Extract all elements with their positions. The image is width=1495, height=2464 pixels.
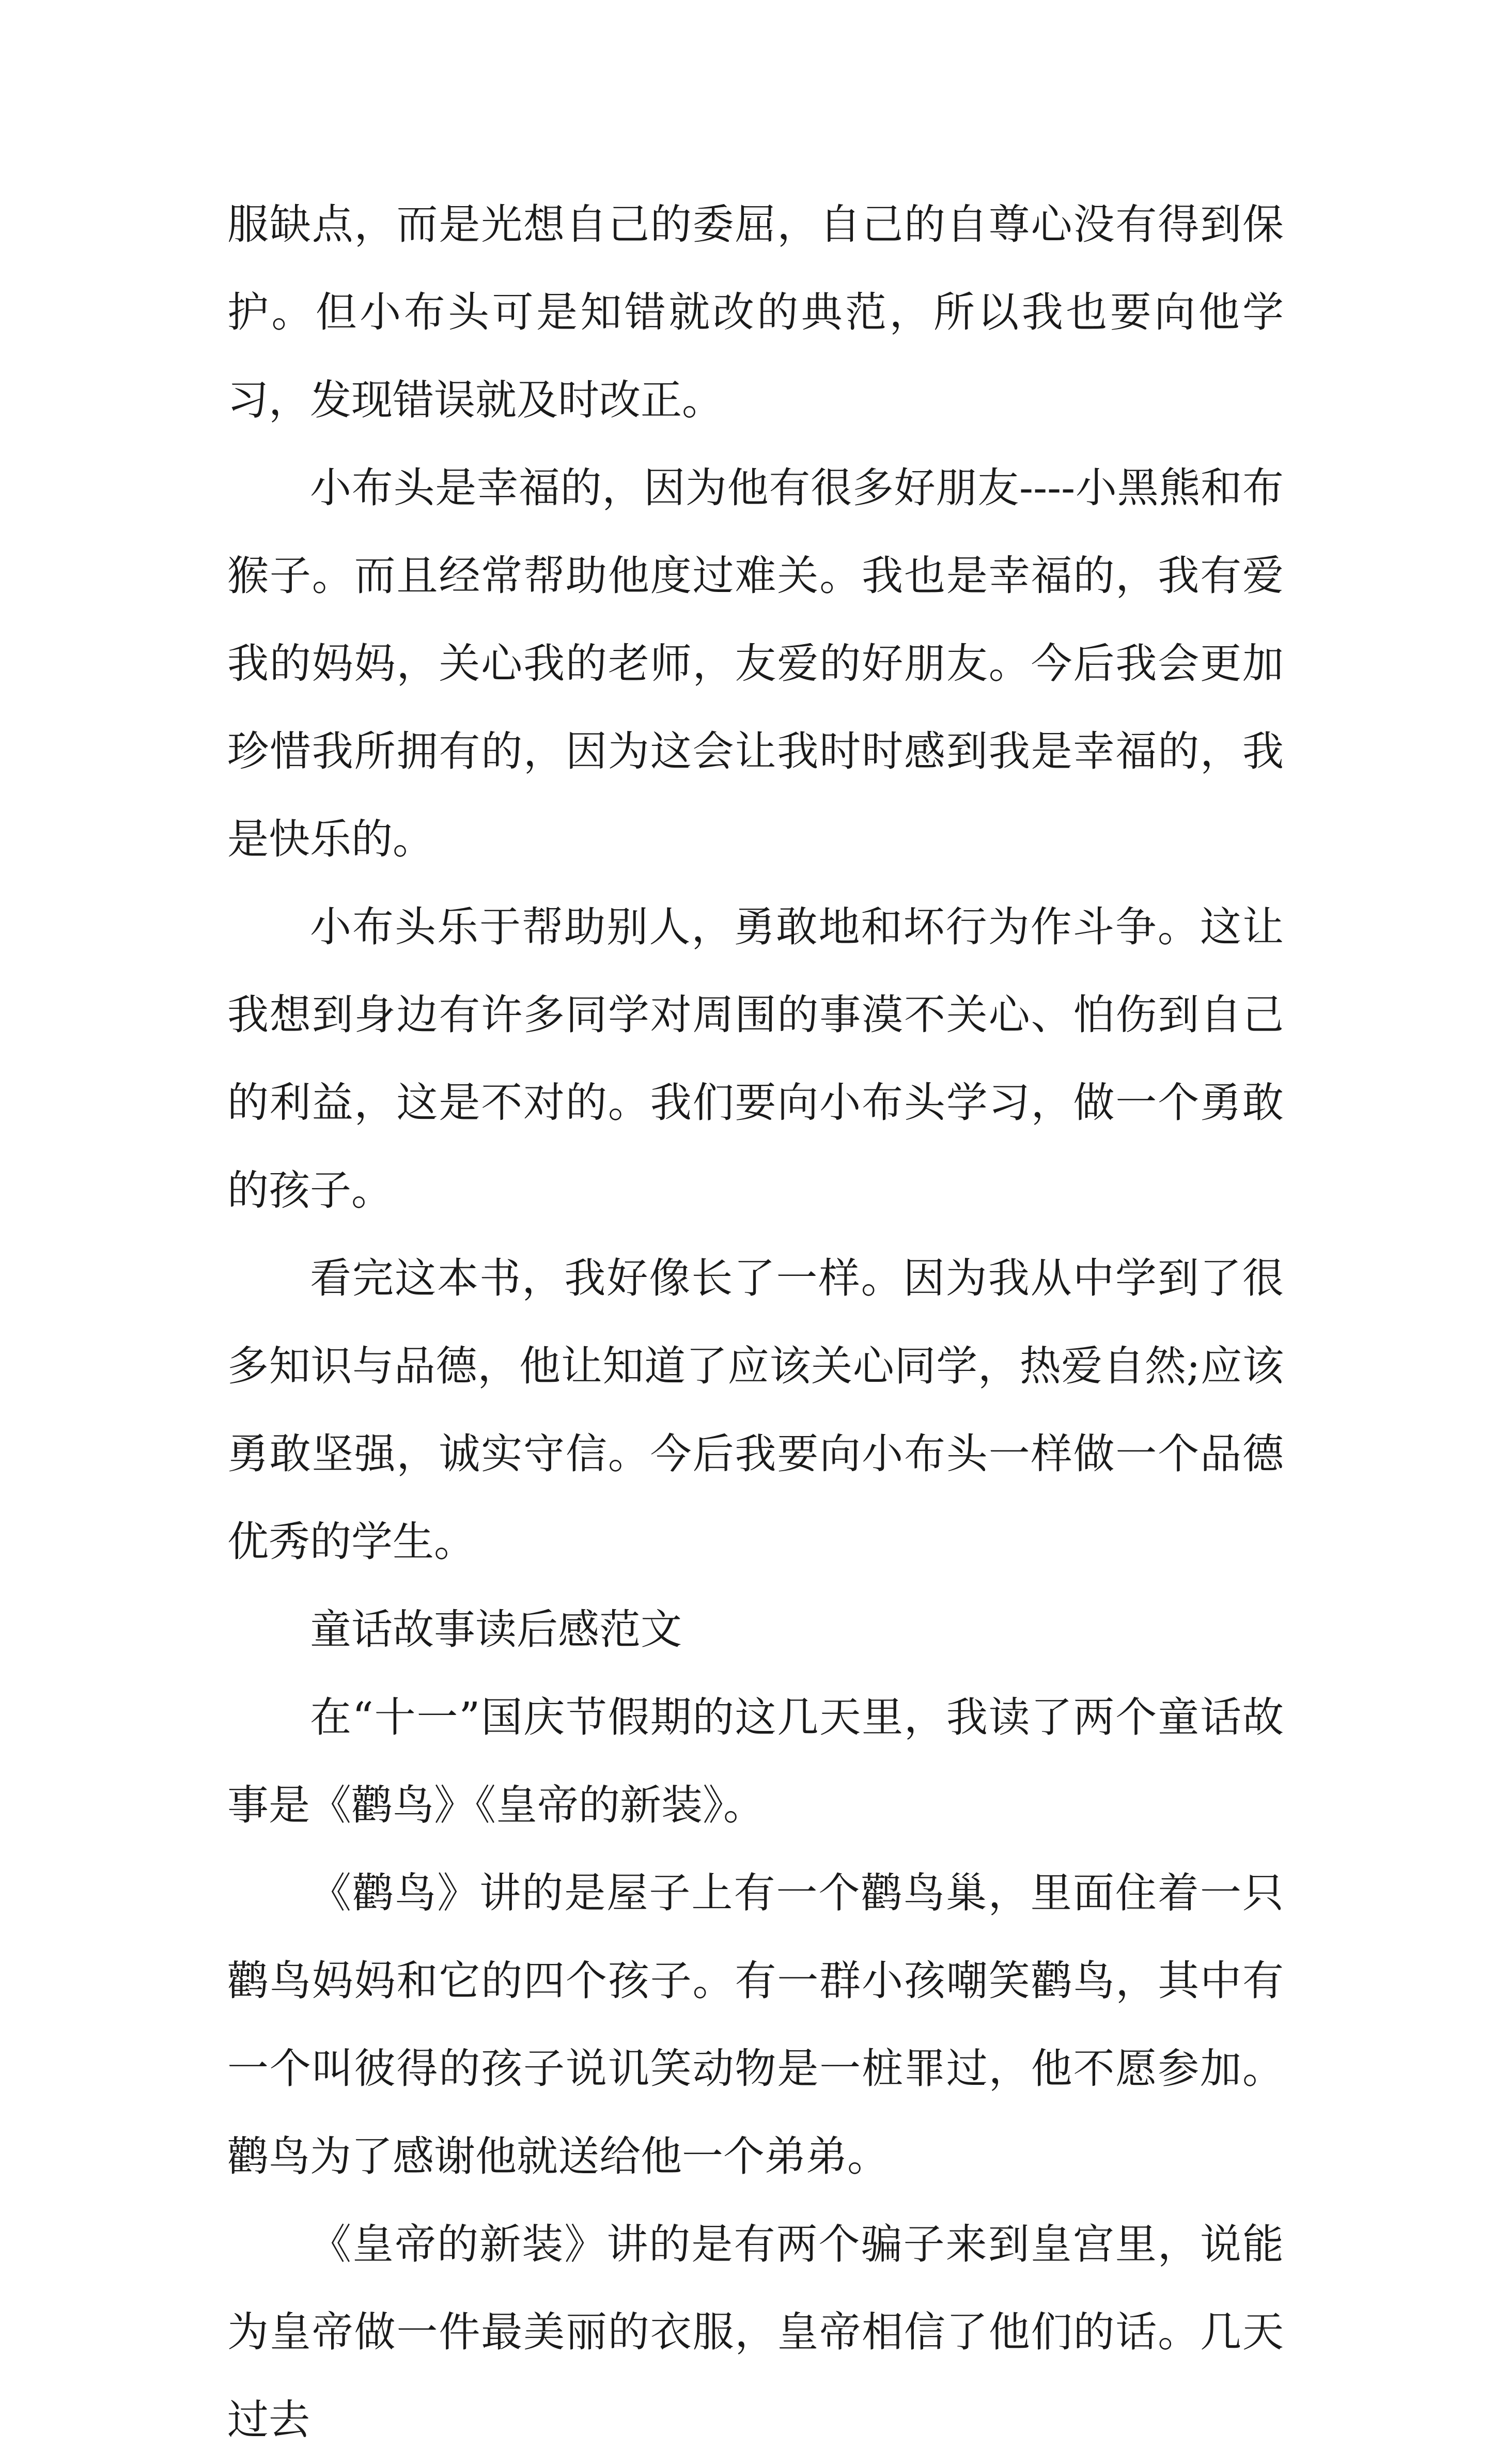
body-text bbox=[227, 181, 1284, 2464]
section-title: 童话故事读后感范文 bbox=[310, 1605, 682, 1654]
paragraph-5: 在“十一”国庆节假期的这几天里，我读了两个童话故事是《鹳鸟》《皇帝的新装》。 bbox=[227, 1693, 1284, 1829]
paragraph-6: 《鹳鸟》讲的是屋子上有一个鹳鸟巢，里面住着一只鹳鸟妈妈和它的四个孩子。有一群小孩嘲笑鹳鸟，其中有一个叫彼得的孩子说讥笑动物是一桩罪过，他不愿参加。鹳鸟为了感谢他就送给他一个弟弟。 bbox=[227, 1869, 1284, 2180]
paragraph-4: 看完这本书，我好像长了一样。因为我从中学到了很多知识与品德，他让知道了应该关心同学，热爱自然;应该勇敢坚强，诚实守信。今后我要向小布头一样做一个品德优秀的学生。 bbox=[227, 1254, 1284, 1566]
paragraph-3: 小布头乐于帮助别人，勇敢地和坏行为作斗争。这让我想到身边有许多同学对周围的事漠不关心、怕伤到自己的利益，这是不对的。我们要向小布头学习，做一个勇敢的孩子。 bbox=[227, 903, 1284, 1214]
paragraph-7: 《皇帝的新装》讲的是有两个骗子来到皇宫里，说能为皇帝做一件最美丽的衣服，皇帝相信了他们的话。几天过去 bbox=[227, 2220, 1284, 2444]
paragraph-1: 服缺点，而是光想自己的委屈，自己的自尊心没有得到保护。但小布头可是知错就改的典范，所以我也要向他学习，发现错误就及时改正。 bbox=[227, 200, 1284, 424]
paragraph-2: 小布头是幸福的，因为他有很多好朋友----小黑熊和布猴子。而且经常帮助他度过难关。我也是幸福的，我有爱我的妈妈，关心我的老师，友爱的好朋友。今后我会更加珍惜我所拥有的，因为这会让我时时感到我是幸福的，我是快乐的。 bbox=[227, 464, 1284, 863]
